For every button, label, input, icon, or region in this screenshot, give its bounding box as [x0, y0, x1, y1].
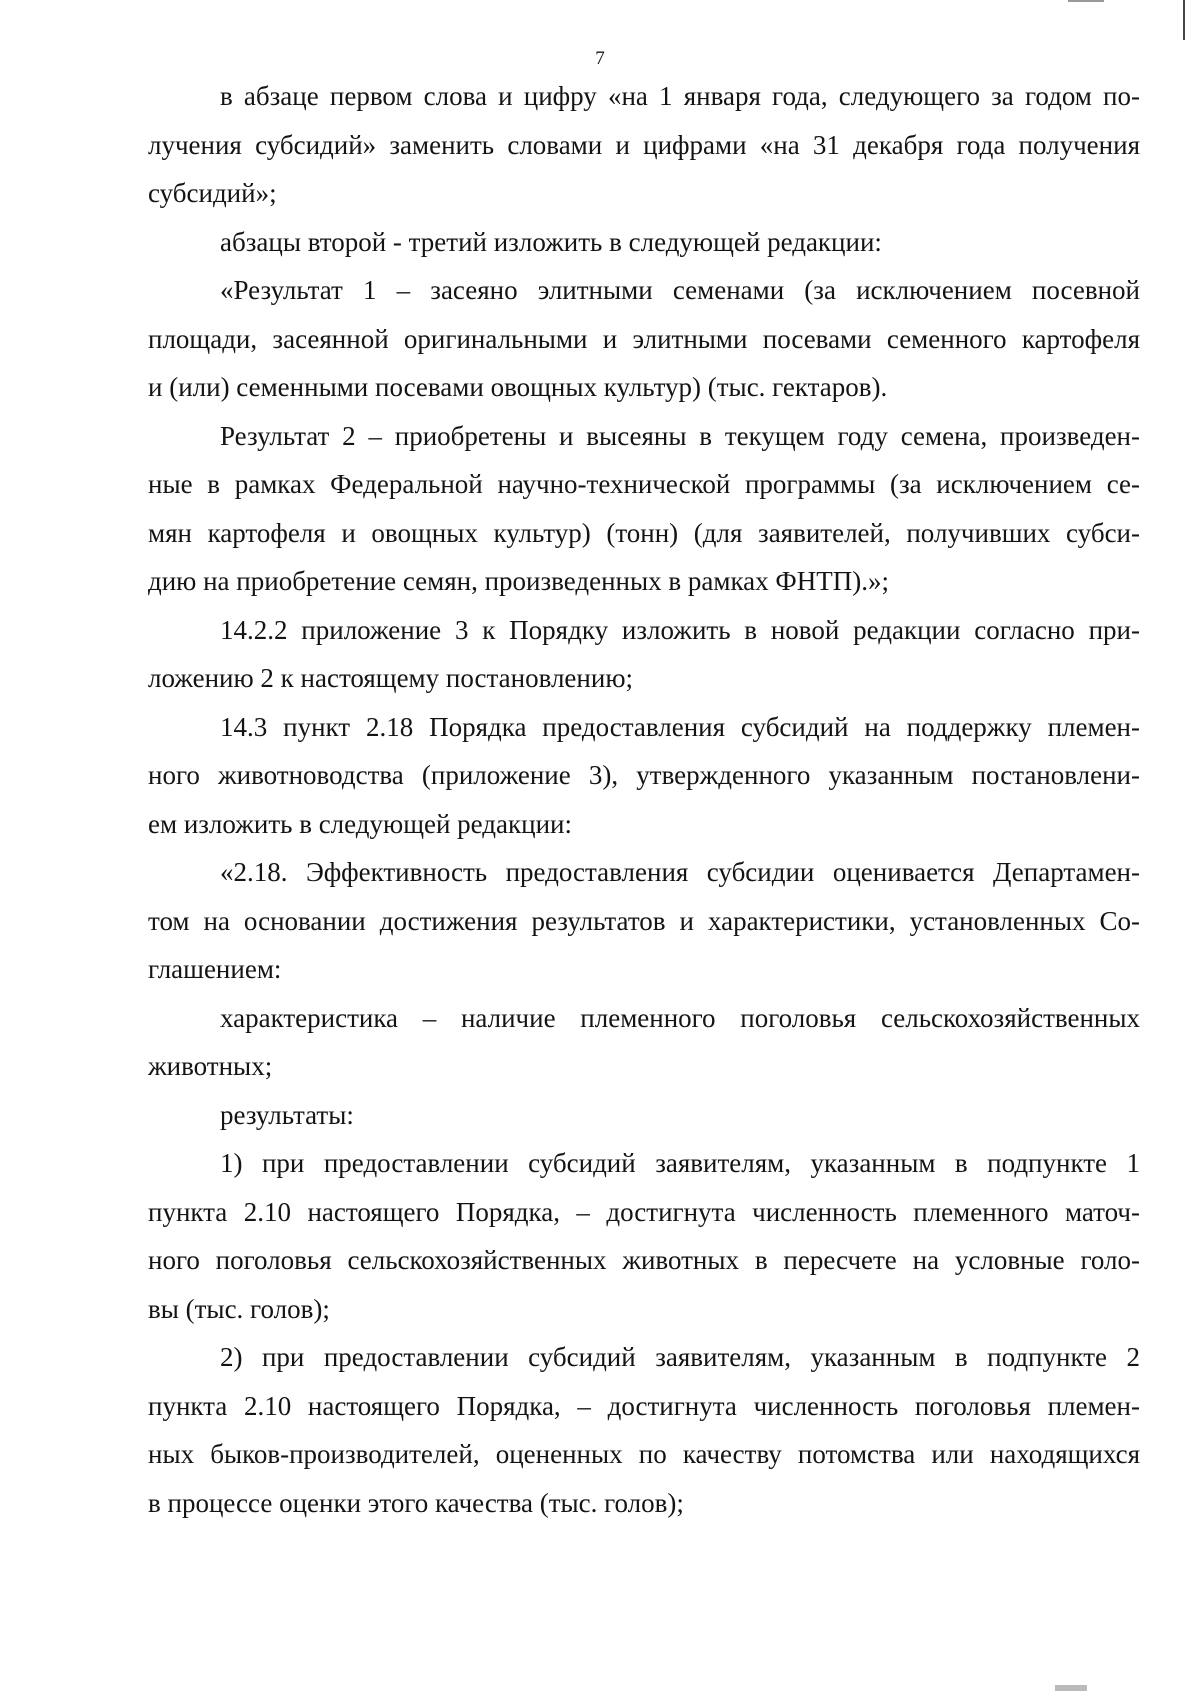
- paragraph: [148, 848, 1140, 994]
- paragraph: [148, 703, 1140, 849]
- text-line: том на основании достижения результатов и характеристики, установленных Со-: [148, 905, 1140, 936]
- text-line: вы (тыс. голов);: [148, 1293, 330, 1324]
- text-line: ного поголовья сельскохозяйственных животных в пересчете на условные голо-: [148, 1245, 1140, 1275]
- text-line: 1) при предоставлении субсидий заявителям, указанным в подпункте 1: [220, 1148, 1140, 1178]
- text-line: животных;: [148, 1051, 273, 1081]
- text-line: ложению 2 к настоящему постановлению;: [148, 663, 633, 693]
- text-line: 14.3 пункт 2.18 Порядка предоставления субсидий на поддержку племен-: [220, 711, 1140, 742]
- text-line: в процессе оценки этого качества (тыс. голов);: [148, 1487, 684, 1518]
- text-line: мян картофеля и овощных культур) (тонн) (для заявителей, получивших субси-: [148, 517, 1140, 548]
- text-line: результаты:: [220, 1099, 354, 1130]
- paragraph: [148, 412, 1140, 606]
- text-line: лучения субсидий» заменить словами и цифрами «на 31 декабря года получения: [148, 129, 1140, 160]
- scan-bottom-mark: [1055, 1685, 1087, 1691]
- paragraph: [148, 1139, 1140, 1333]
- paragraph: [148, 266, 1140, 412]
- text-line: абзацы второй - третий изложить в следующей редакции:: [220, 226, 882, 257]
- scan-top-mark: [1068, 0, 1104, 2]
- scan-edge-mark: [1183, 0, 1185, 40]
- paragraph: [148, 1091, 1140, 1140]
- text-line: в абзаце первом слова и цифру «на 1 января года, следующего за годом по-: [220, 81, 1140, 111]
- text-line: 2) при предоставлении субсидий заявителям, указанным в подпункте 2: [220, 1342, 1140, 1372]
- text-line: «2.18. Эффективность предоставления субсидии оценивается Департамен-: [220, 857, 1140, 887]
- text-line: пункта 2.10 настоящего Порядка, – достигнута численность поголовья племен-: [148, 1390, 1140, 1421]
- text-line: «Результат 1 – засеяно элитными семенами (за исключением посевной: [220, 275, 1140, 305]
- text-line: 14.2.2 приложение 3 к Порядку изложить в новой редакции согласно при-: [220, 614, 1140, 645]
- page-number: 7: [595, 48, 605, 69]
- text-line: пункта 2.10 настоящего Порядка, – достигнута численность племенного маточ-: [148, 1196, 1140, 1227]
- text-line: субсидий»;: [148, 178, 277, 208]
- text-line: ных быков-производителей, оцененных по качеству потомства или находящихся: [148, 1439, 1140, 1469]
- paragraph: [148, 72, 1140, 218]
- text-line: глашением:: [148, 954, 282, 984]
- paragraph: [148, 606, 1140, 703]
- paragraph: [148, 994, 1140, 1091]
- text-line: площади, засеянной оригинальными и элитными посевами семенного картофеля: [148, 323, 1140, 354]
- text-line: Результат 2 – приобретены и высеяны в текущем году семена, произведен-: [220, 420, 1140, 451]
- paragraph: [148, 218, 1140, 267]
- text-line: ные в рамках Федеральной научно-технической программы (за исключением се-: [148, 469, 1140, 499]
- text-line: ного животноводства (приложение 3), утвержденного указанным постановлени-: [148, 760, 1140, 790]
- text-line: ем изложить в следующей редакции:: [148, 808, 572, 839]
- text-line: дию на приобретение семян, произведенных в рамках ФНТП).»;: [148, 566, 889, 596]
- paragraph: [148, 1333, 1140, 1527]
- document-body: [148, 72, 1140, 1527]
- text-line: и (или) семенными посевами овощных культур) (тыс. гектаров).: [148, 372, 888, 402]
- text-line: характеристика – наличие племенного поголовья сельскохозяйственных: [220, 1002, 1140, 1033]
